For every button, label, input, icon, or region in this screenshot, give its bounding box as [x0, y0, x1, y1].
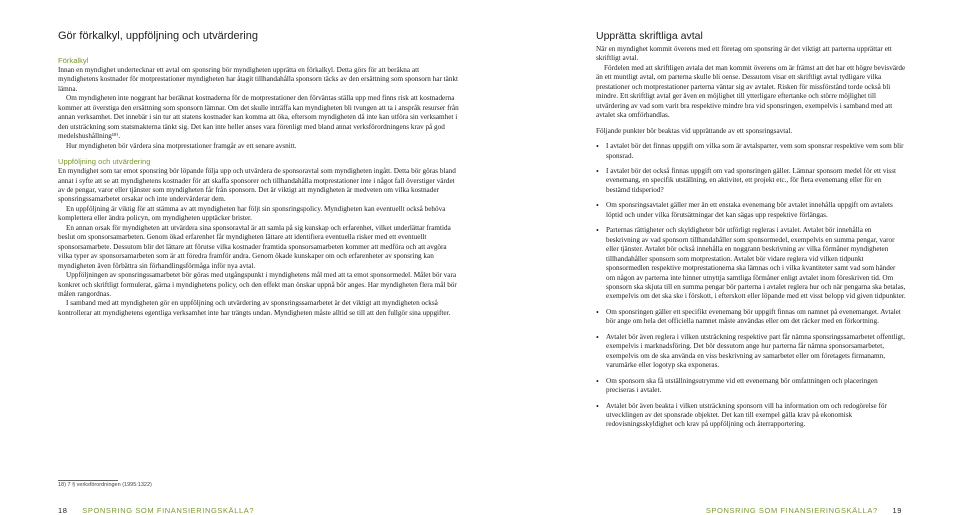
- list-item: • I avtalet bör det också finnas uppgift om vad sponsringen gäller. Lämnar sponsorn medel för ett visst evenemang, en specifik utställning, en aktivitet, ett projekt etc., för flera evenemang eller för en bestämd tidsperiod?: [596, 167, 906, 195]
- paragraph: En annan orsak för myndigheten att utvärdera sina sponsoravtal är att samla på sig kunskap och erfarenhet, vilket underlättar framtida beslut om sponsorsamarbeten. Genom ökad erfarenhet får myndigheten lättare att identifiera eventuella risker med ett eventuellt sponsorsamarbete. Dessutom blir det lättare att förutse vilka kostnader framtida sponsorsamarbeten kommer att medföra och att avgöra vilka typer av sponsorsamarbeten som är att föredra framför andra. Genom ökade kunskaper om och erfarenheter av sponsring kan myndigheten även förbättra sin förhandlingsförmåga inför nya avtal.: [58, 223, 451, 270]
- paragraph: En uppföljning är viktig för att stämma av att myndigheten har följt sin sponsringspolicy. Myndigheten kan eventuellt också behöva komplettera eller ändra policyn, om myndigheten upptäcker brister.: [58, 204, 446, 223]
- right-page-column: [596, 30, 906, 436]
- paragraph: I samband med att myndigheten gör en uppföljning och utvärdering av sponsringssamarbetet är det viktigt att myndigheten också kontrollerar att myndighetens egentliga verksamhet inte har trängts undan. Myndigheten måste alltid se till att den fullgör sina uppgifter.: [58, 299, 451, 317]
- paragraph: Hur myndigheten bör värdera sina motprestationer framgår av ett senare avsnitt.: [66, 141, 297, 150]
- section-heading-forkalkyl: Förkalkyl: [58, 56, 89, 65]
- page-number: 19: [892, 506, 902, 515]
- section-forkalkyl: [58, 56, 460, 151]
- list-item: • Om sponsorn ska få utställningsutrymme vid ett evenemang bör omfattningen och placeringen preciseras i avtalet.: [596, 377, 906, 396]
- list-item: • I avtalet bör det finnas uppgift om vilka som är avtalsparter, vem som sponsrar respektive vem som blir sponsrad.: [596, 142, 906, 161]
- section-uppfoljning: [58, 157, 460, 318]
- paragraph: En myndighet som tar emot sponsring bör löpande följa upp och utvärdera de sponsoravtal som myndigheten ingått. Detta bör göras bland annat i syfte att se att myndighetens kostnader för att skaffa sponsorer och tillhandahålla motprestationer inte i något fall överstiger värdet av de pengar, varor eller tjänster som myndigheten får från sponsorn. Det är viktigt att myndigheten är medveten om vilka kostnader sponsringssamarbetet orsakar och inte undervärderar dem.: [58, 167, 456, 204]
- footnote-divider: [58, 480, 118, 481]
- list-item: • Om sponsringsavtalet gäller mer än ett enstaka evenemang bör avtalet innehålla uppgift om avtalets löptid och under vilka förutsättningar det kan sägas upp respektive förlängas.: [596, 201, 906, 220]
- right-page-title: Upprätta skriftliga avtal: [596, 30, 703, 42]
- paragraph: Uppföljningen av sponsringssamarbetet bör göras med utgångspunkt i myndighetens mål med att ta emot sponsormedel. Målet bör vara konkret och skriftligt formulerat, gärna i myndighetens policy, och den effekt man önskar uppnå bör anges. Har myndigheten flera mål bör målen rangordnas.: [58, 271, 457, 298]
- lead-paragraph: Följande punkter bör beaktas vid upprättande av ett sponsringsavtal.: [596, 126, 793, 135]
- page-footer-left: [58, 506, 254, 515]
- section-heading-uppfoljning: Uppföljning och utvärdering: [58, 157, 151, 167]
- left-page-title: Gör förkalkyl, uppföljning och utvärdering: [58, 30, 258, 42]
- paragraph: Om myndigheten inte noggrant har beräknat kostnaderna för de motprestationer den förväntas ställa upp med finns risk att kostnaderna kommer att överstiga den ersättning som sponsorn lämnar. Om det skulle inträffa kan myndigheten bli tvungen att ta i anspråk resurser från annan verksamhet. Det innebär i sin tur att statens kostnader kan komma att öka, eftersom myndigheten då inte kan utföra sin verksamhet i den utsträckning som statsmakterna tänkt sig. Det kan inte heller anses vara förenligt med bland annat verksförordningens krav på god medelshushållning¹⁸⁾.: [58, 94, 459, 141]
- paragraph: Fördelen med att skriftligen avtala det man kommit överens om är främst att det har ett högre bevisvärde än ett muntligt avtal, om parterna skulle bli oense. Dessutom visar ett skriftligt avtal tydligare vilka prestationer och motprestationer parterna väntar sig av avtalet. Risken för missförstånd torde också bli mindre. Ett skriftligt avtal ger även en möjlighet till ytterligare eftertanke och större möjlighet till utvärdering av vad som varit bra respektive mindre bra vid sponsringen, exempelvis i samband med att avtalet ska omförhandlas.: [596, 63, 906, 120]
- list-item: • Avtalet bör även reglera i vilken utsträckning respektive part får nämna sponsringssamarbetet offentligt, exempelvis i marknadsföring. Det bör dessutom ange hur parterna får nämna sponsorsamarbetet, exempelvis om de ska använda en viss beskrivning av samarbetet eller om företagets firmanamn, varumärke eller logotyp ska exponeras.: [596, 333, 906, 371]
- publication-name: SPONSRING SOM FINANSIERINGSKÄLLA?: [82, 506, 255, 515]
- paragraph: När en myndighet kommit överens med ett företag om sponsring är det viktigt att parterna upprättar ett skriftligt avtal.: [596, 45, 892, 63]
- list-item: • Parternas rättigheter och skyldigheter bör utförligt regleras i avtalet. Avtalet bör innehålla en beskrivning av vad sponsorn tillhandahåller som sponsormedel, exempelvis en summa pengar, varor eller tjänster. Avtalet bör också innehålla en noggrann beskrivning av vilka förmåner myndigheten tillhandahåller sponsorn som motprestation. Avtalet bör vidare reglera vid vilken tidpunkt sponsormedlen respektive motprestationerna ska lämnas och i vilka kvantiteter samt vad som händer om någon av parterna inte hinner utnyttja samtliga förmåner enligt avtalet inom föreskriven tid. Om sponsorn ska skjuta till en summa pengar bör parterna i avtalet reglera hur och när pengarna ska betalas, exempelvis om det ska ske i förskott, i efterskott eller löpande med ett visst belopp vid given tidpunkter.: [596, 226, 906, 302]
- list-item: • Om sponsringen gäller ett specifikt evenemang bör uppgift finnas om namnet på evenemanget. Avtalet bör ange om hela det officiella namnet måste användas eller om det räcker med en förkortning.: [596, 308, 906, 327]
- paragraph: Innan en myndighet undertecknar ett avtal om sponsring bör myndigheten upprätta en förkalkyl. Detta görs för att beräkna att myndighetens kostnader för motprestationer myndigheten har åtagit tillhandahålla sponsorn täcks av den ersättning som sponsorn har tänkt lämna.: [58, 66, 459, 93]
- page-number: 18: [58, 506, 68, 515]
- list-item: • Avtalet bör även beakta i vilken utsträckning sponsorn vill ha information om och redogörelse för utvecklingen av det sponsrade objektet. Det kan till exempel gälla krav på ekonomisk redovisningsskyldighet och krav på uppföljning och återrapportering.: [596, 402, 906, 430]
- page-footer-right: [706, 506, 902, 515]
- publication-name: SPONSRING SOM FINANSIERINGSKÄLLA?: [705, 506, 878, 515]
- bullet-list: [596, 142, 906, 430]
- left-page-column: [58, 30, 460, 318]
- footnote: 18) 7 § verksförordningen (1995:1322): [58, 482, 152, 488]
